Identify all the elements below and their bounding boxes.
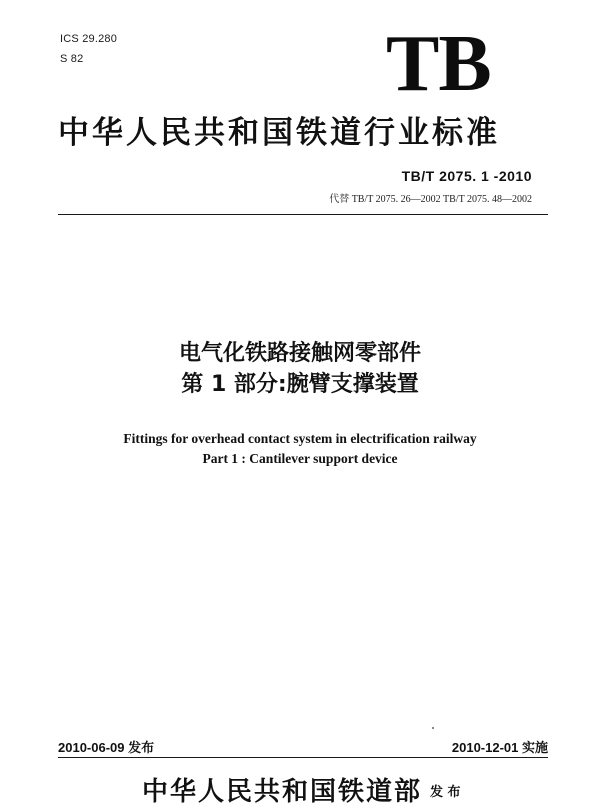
ics-code: ICS 29.280 bbox=[60, 33, 118, 45]
title-cn-line-1: 电气化铁路接触网零部件 bbox=[178, 341, 421, 366]
organization-title: 中华人民共和国铁道行业标准 bbox=[58, 115, 500, 151]
bottom-divider bbox=[58, 757, 548, 758]
implementation-date: 2010-12-01 实施 bbox=[451, 740, 548, 755]
title-en-line-1: Fittings for overhead contact system in electrification railway bbox=[123, 431, 477, 446]
standard-number: TB/T 2075. 1 -2010 bbox=[401, 168, 532, 184]
issue-date: 2010-06-09 发布 bbox=[58, 740, 155, 755]
publisher-suffix: 发 布 bbox=[430, 785, 461, 800]
tb-logo: TB bbox=[386, 20, 491, 108]
replaces-standards: 代替 TB/T 2075. 26—2002 TB/T 2075. 48—2002 bbox=[329, 194, 532, 205]
title-cn-line-2: 第 1 部分:腕臂支撑装置 bbox=[181, 372, 419, 397]
scan-speck bbox=[432, 727, 434, 729]
top-divider bbox=[58, 214, 548, 215]
title-en-line-2: Part 1 : Cantilever support device bbox=[202, 451, 398, 466]
publisher-name: 中华人民共和国铁道部 bbox=[142, 777, 423, 807]
ccs-code: S 82 bbox=[60, 53, 84, 65]
